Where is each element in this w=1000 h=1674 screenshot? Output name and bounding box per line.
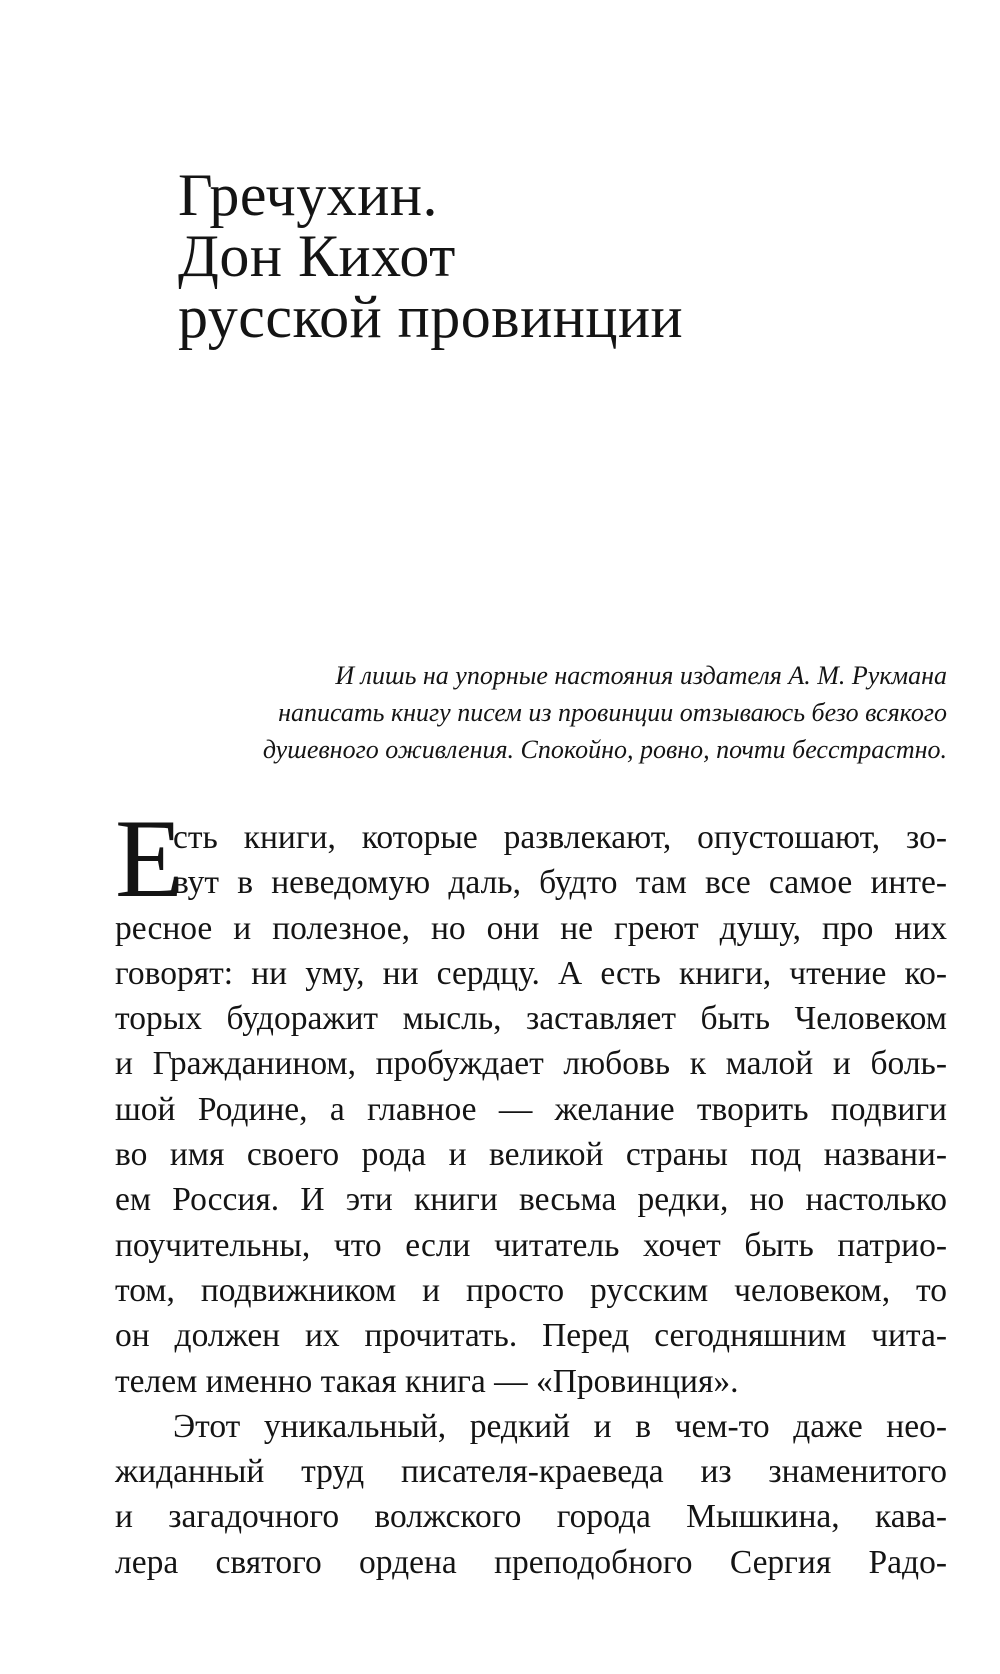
body-line: шой Родине, а главное — желание творить подвиги [115, 1090, 947, 1128]
body-line: телем именно такая книга — «Провинция». [115, 1362, 739, 1400]
chapter-title-line-3: русской провинции [178, 284, 684, 350]
body-line: и загадочного волжского города Мышкина, кава- [115, 1498, 947, 1536]
chapter-title [178, 162, 938, 350]
epigraph-line-3: душевного оживления. Спокойно, ровно, почти бесстрастно. [262, 735, 947, 764]
body-line: вут в неведомую даль, будто там все самое инте- [173, 864, 947, 902]
epigraph-line-1: И лишь на упорные настояния издателя А. М. Рукмана [335, 661, 947, 690]
body-line: ем Россия. И эти книги весьма редки, но настолько [115, 1181, 947, 1219]
body-line: поучительны, что если читатель хочет быть патрио- [115, 1226, 947, 1264]
chapter-title-line-2: Дон Кихот [178, 223, 456, 289]
body-line: Этот уникальный, редкий и в чем-то даже нео- [173, 1407, 947, 1445]
body-line: говорят: ни уму, ни сердцу. А есть книги, чтение ко- [115, 954, 947, 992]
body-line: лера святого ордена преподобного Сергия Радо- [115, 1543, 947, 1581]
body-text [115, 815, 947, 1585]
body-line: сть книги, которые развлекают, опустошают, зо- [173, 819, 947, 856]
body-line: том, подвижником и просто русским человеком, то [115, 1271, 947, 1309]
chapter-title-line-1: Гречухин. [178, 162, 438, 228]
body-line: жиданный труд писателя-краеведа из знаменитого [115, 1453, 947, 1491]
body-line: торых будоражит мысль, заставляет быть Человеком [115, 1000, 947, 1038]
drop-cap: Е [115, 797, 184, 921]
body-line: и Гражданином, пробуждает любовь к малой и боль- [115, 1045, 947, 1083]
body-line: он должен их прочитать. Перед сегодняшним чита- [115, 1317, 947, 1355]
epigraph [147, 657, 947, 768]
body-line: во имя своего рода и великой страны под названи- [115, 1136, 947, 1174]
epigraph-line-2: написать книгу писем из провинции отзываюсь безо всякого [278, 698, 947, 727]
body-line: ресное и полезное, но они не греют душу, про них [115, 909, 947, 947]
